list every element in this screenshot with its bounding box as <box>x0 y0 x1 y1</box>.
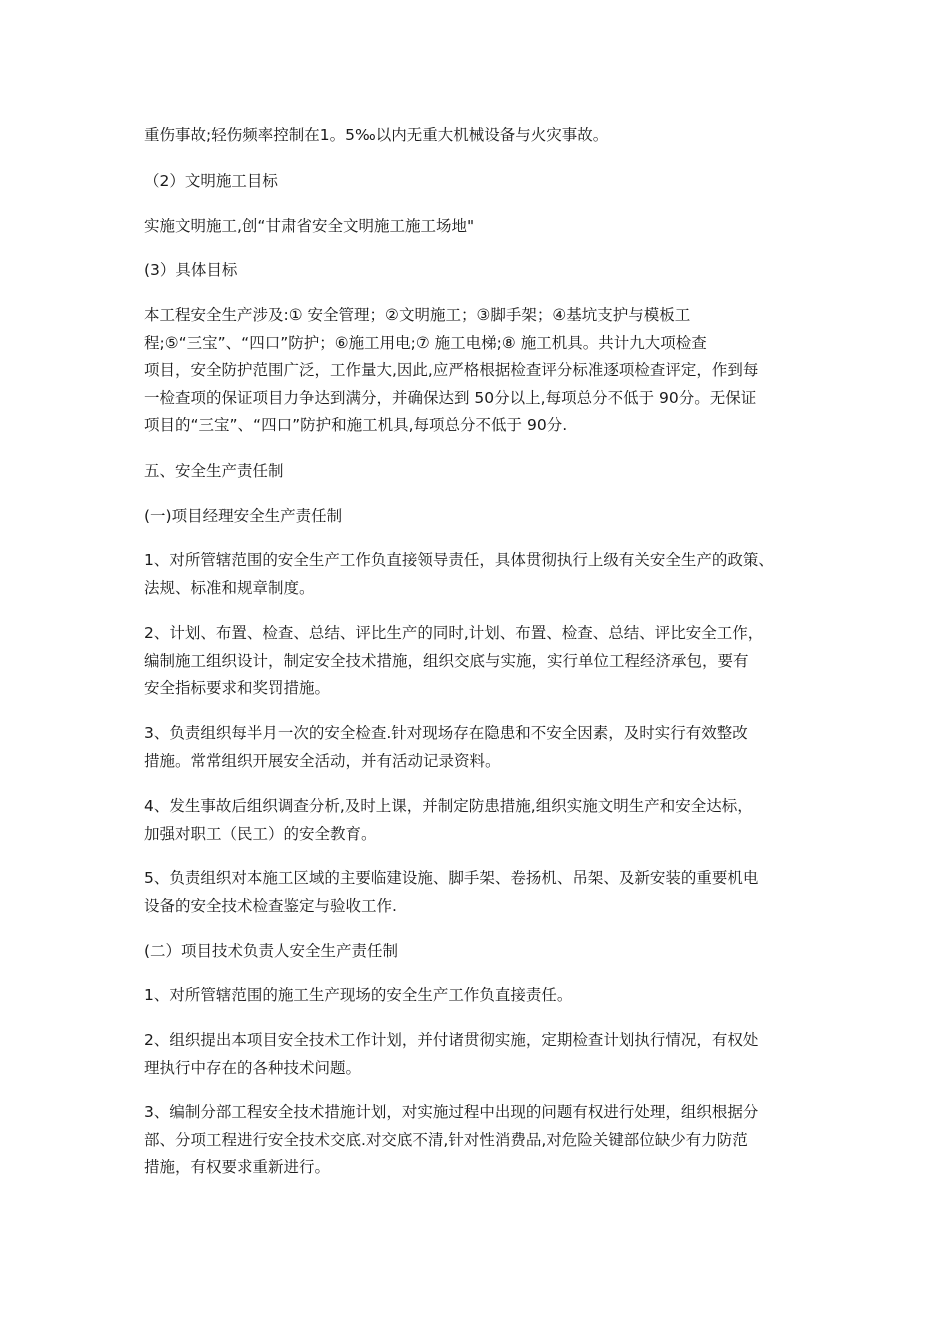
text-line: 法规、标准和规章制度。 <box>144 578 315 597</box>
heading-civilized-construction-goal <box>144 168 824 196</box>
heading-section-five <box>144 458 824 486</box>
text-line: (一)项目经理安全生产责任制 <box>144 507 343 525</box>
text-line: 五、安全生产责任制 <box>144 462 284 480</box>
text-line: 3、编制分部工程安全技术措施计划，对实施过程中出现的问题有权进行处理，组织根据分 <box>144 1103 759 1121</box>
text-line: 2、组织提出本项目安全技术工作计划，并付诸贯彻实施，定期检查计划执行情况，有权处 <box>144 1031 759 1049</box>
paragraph-pm-item-2 <box>144 620 824 703</box>
text-line: 1、对所管辖范围的安全生产工作负直接领导责任，具体贯彻执行上级有关安全生产的政策、 <box>144 551 774 569</box>
text-line: （2）文明施工目标 <box>144 172 278 190</box>
text-line: 措施，有权要求重新进行。 <box>144 1158 331 1176</box>
paragraph-specific-goals <box>144 302 824 440</box>
text-line: 一检查项的保证项目力争达到满分，并确保达到 50分以上,每项总分不低于 90分。无保证 <box>144 388 757 407</box>
text-line: 3、负责组织每半月一次的安全检查.针对现场存在隐患和不安全因素，及时实行有效整改 <box>144 724 748 742</box>
text-line: 4、发生事故后组织调查分析,及时上课，并制定防患措施,组织实施文明生产和安全达标， <box>144 797 753 815</box>
paragraph-injury-rate <box>144 122 824 150</box>
paragraph-pm-item-4 <box>144 793 824 848</box>
text-line: 2、计划、布置、检查、总结、评比生产的同时,计划、布置、检查、总结、评比安全工作， <box>144 624 764 642</box>
paragraph-tl-item-3 <box>144 1099 824 1182</box>
heading-technical-lead-responsibility <box>144 938 824 966</box>
text-line: 程;⑤“三宝”、“四口”防护；⑥施工用电;⑦ 施工电梯;⑧ 施工机具。共计九大项检查 <box>144 333 707 352</box>
text-line: (3）具体目标 <box>144 261 238 279</box>
text-line: 部、分项工程进行安全技术交底.对交底不清,针对性消费品,对危险关键部位缺少有力防范 <box>144 1130 748 1149</box>
heading-project-manager-responsibility <box>144 503 824 531</box>
text-line: 设备的安全技术检查鉴定与验收工作. <box>144 896 397 915</box>
paragraph-pm-item-5 <box>144 865 824 920</box>
paragraph-pm-item-1 <box>144 547 824 602</box>
paragraph-civilized-construction <box>144 213 824 241</box>
text-line: 安全指标要求和奖罚措施。 <box>144 679 331 697</box>
text-line: 本工程安全生产涉及:① 安全管理；②文明施工；③脚手架；④基坑支护与模板工 <box>144 306 691 324</box>
text-line: 实施文明施工,创“甘肃省安全文明施工施工场地" <box>144 217 475 235</box>
text-line: 措施。常常组织开展安全活动，并有活动记录资料。 <box>144 751 501 770</box>
text-line: 1、对所管辖范围的施工生产现场的安全生产工作负直接责任。 <box>144 986 573 1004</box>
heading-specific-goals <box>144 257 824 285</box>
text-line: 重伤事故;轻伤频率控制在1。5‰以内无重大机械设备与火灾事故。 <box>144 126 609 144</box>
paragraph-tl-item-1 <box>144 982 824 1010</box>
text-line: 理执行中存在的各种技术问题。 <box>144 1058 362 1077</box>
text-line: 编制施工组织设计，制定安全技术措施，组织交底与实施，实行单位工程经济承包，要有 <box>144 651 749 670</box>
text-line: 项目，安全防护范围广泛，工作量大,因此,应严格根据检查评分标准逐项检查评定，作到每 <box>144 361 759 379</box>
text-line: 5、负责组织对本施工区域的主要临建设施、脚手架、卷扬机、吊架、及新安装的重要机电 <box>144 869 759 887</box>
text-line: (二）项目技术负责人安全生产责任制 <box>144 942 399 960</box>
text-line: 项目的“三宝”、“四口”防护和施工机具,每项总分不低于 90分. <box>144 416 568 434</box>
paragraph-tl-item-2 <box>144 1027 824 1082</box>
text-line: 加强对职工（民工）的安全教育。 <box>144 824 377 843</box>
paragraph-pm-item-3 <box>144 720 824 775</box>
